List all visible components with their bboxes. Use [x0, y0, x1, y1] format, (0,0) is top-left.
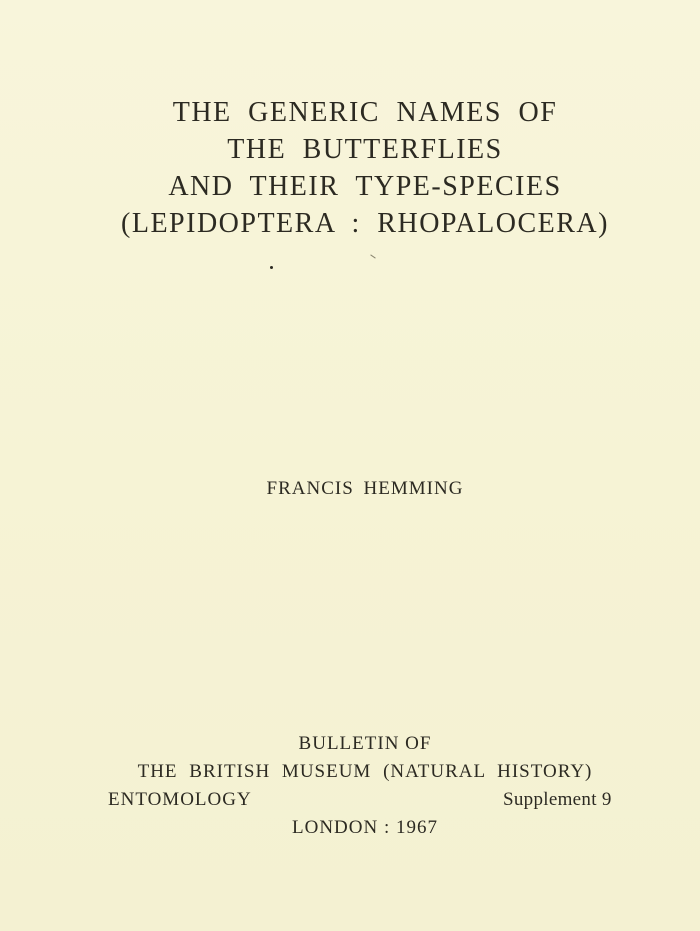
book-title: [0, 94, 700, 242]
publication-line: BULLETIN OF: [298, 733, 432, 754]
imprint: LONDON : 1967: [292, 817, 438, 838]
supplement-number: Supplement 9: [503, 789, 612, 810]
paper-mark: [370, 254, 375, 258]
author-name: FRANCIS HEMMING: [266, 478, 464, 499]
series-name: ENTOMOLOGY: [108, 789, 252, 810]
ink-speck: [270, 266, 273, 269]
series-line: [0, 786, 700, 814]
title-line: (LEPIDOPTERA : RHOPALOCERA): [121, 208, 609, 239]
publication-info: [0, 730, 700, 842]
publisher-name: THE BRITISH MUSEUM (NATURAL HISTORY): [137, 761, 593, 782]
title-line: THE GENERIC NAMES OF: [172, 97, 558, 128]
title-line: AND THEIR TYPE-SPECIES: [168, 171, 562, 202]
title-line: THE BUTTERFLIES: [227, 134, 503, 165]
